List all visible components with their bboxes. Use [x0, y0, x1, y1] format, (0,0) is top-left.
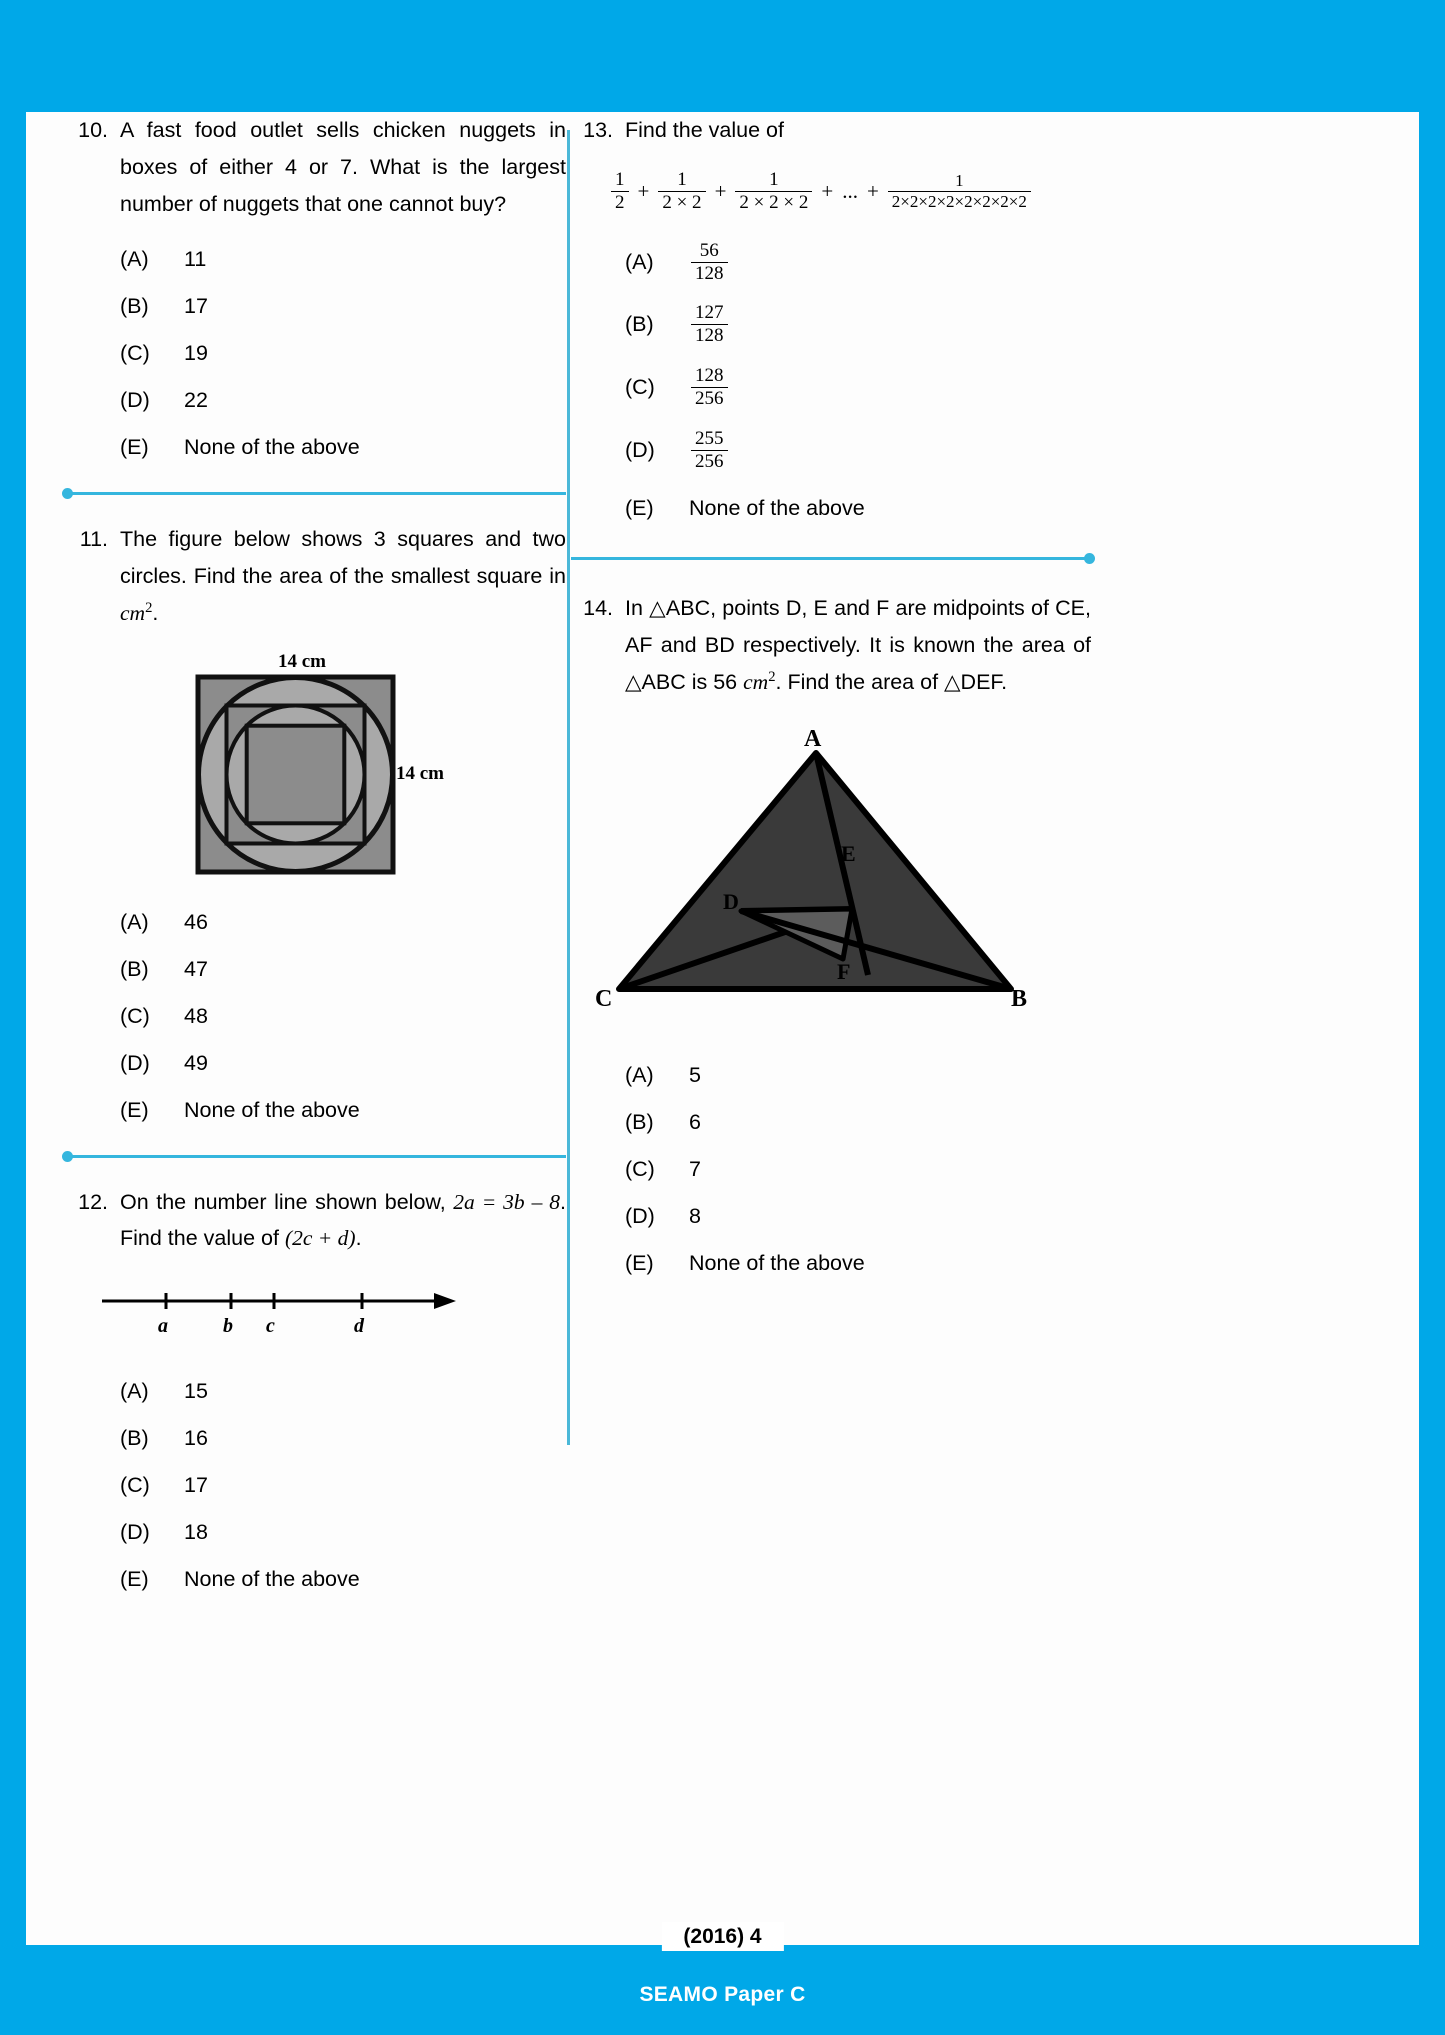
question-12-equation: 2a = 3b – 8: [453, 1189, 561, 1214]
option-letter: (E): [120, 1097, 149, 1122]
option-value: None of the above: [184, 1097, 360, 1122]
option-value: 19: [184, 340, 208, 365]
question-11-figure: [66, 646, 566, 886]
option-value: 17: [184, 293, 208, 318]
question-10: [66, 112, 566, 466]
plus-sign: +: [821, 179, 834, 204]
option-value: None of the above: [689, 496, 865, 521]
top-accent-band: [0, 0, 1445, 112]
option-row[interactable]: [120, 998, 566, 1035]
triangle-def-diagram: [591, 731, 1051, 1021]
option-value: 16: [184, 1426, 208, 1451]
option-row[interactable]: [625, 1245, 1091, 1282]
option-letter: (A): [120, 1379, 149, 1404]
option-letter: (D): [120, 1520, 150, 1545]
fraction-numerator: 127: [695, 302, 724, 324]
right-accent-edge: [1419, 112, 1445, 1945]
question-12-text-part3: .: [355, 1226, 362, 1251]
option-row[interactable]: [120, 382, 566, 419]
question-10-options: [120, 241, 566, 466]
option-letter: (B): [120, 293, 149, 318]
option-letter: (A): [625, 249, 654, 274]
expression-term-3: [735, 169, 812, 214]
option-row[interactable]: [625, 490, 1091, 527]
option-letter: (E): [120, 1567, 149, 1592]
option-letter: (C): [120, 1473, 150, 1498]
question-14-options: [625, 1057, 1091, 1282]
triangle-vertex-B: B: [1011, 986, 1028, 1013]
option-letter: (C): [120, 1003, 150, 1028]
fraction-denominator: 128: [691, 262, 728, 285]
fraction-numerator: 1: [677, 168, 687, 190]
question-12-text-part2: . Find the value of: [120, 1189, 567, 1251]
question-11-text-part2: .: [152, 600, 159, 625]
option-fraction: [691, 428, 728, 473]
option-row[interactable]: [120, 904, 566, 941]
question-14-number: 14.: [583, 596, 613, 621]
fraction-denominator: 256: [691, 387, 728, 410]
option-letter: (E): [625, 496, 654, 521]
option-letter: (B): [625, 312, 654, 337]
question-14-text-part2: . Find the area of △DEF.: [775, 670, 1008, 695]
number-line-tick-c: c: [266, 1315, 275, 1338]
fraction-numerator: 1: [769, 168, 779, 190]
option-letter: (E): [625, 1251, 654, 1276]
option-row[interactable]: [120, 335, 566, 372]
option-letter: (E): [120, 434, 149, 459]
question-11-text: [120, 521, 566, 632]
triangle-vertex-A: A: [804, 726, 822, 753]
option-value: 47: [184, 956, 208, 981]
separator-dot: [62, 488, 73, 499]
option-fraction: [691, 240, 728, 285]
question-14: [571, 590, 1091, 1282]
option-value: None of the above: [184, 1567, 360, 1592]
option-row[interactable]: [120, 429, 566, 466]
option-fraction: [691, 365, 728, 410]
option-letter: (A): [120, 246, 149, 271]
option-row[interactable]: [120, 1092, 566, 1129]
question-10-number: 10.: [78, 118, 108, 142]
fraction-denominator: 2 × 2 × 2: [735, 191, 812, 214]
option-value: 11: [184, 246, 207, 271]
option-letter: (B): [120, 956, 149, 981]
option-value: 7: [689, 1157, 701, 1182]
question-13-options: [625, 240, 1091, 528]
triangle-point-E: E: [841, 841, 856, 867]
option-row[interactable]: [625, 428, 1091, 473]
option-row[interactable]: [625, 240, 1091, 285]
question-12-options: [120, 1373, 566, 1598]
fraction-numerator: 128: [695, 365, 724, 387]
option-value: None of the above: [184, 434, 360, 459]
plus-sign: +: [714, 179, 727, 204]
left-column: [66, 112, 566, 1608]
column-divider: [567, 130, 570, 1445]
question-12-figure: [66, 1283, 566, 1355]
number-line-tick-b: b: [223, 1315, 233, 1338]
expression-last-term: [888, 171, 1031, 211]
option-row[interactable]: [625, 1151, 1091, 1188]
option-row[interactable]: [120, 288, 566, 325]
option-value: None of the above: [689, 1251, 865, 1276]
option-value: 18: [184, 1520, 208, 1545]
number-line-diagram: [94, 1283, 464, 1343]
question-10-text: A fast food outlet sells chicken nuggets in boxes of either 4 or 7. What is the largest number of nuggets that one cannot buy?: [120, 118, 566, 216]
fraction-numerator: 56: [699, 239, 719, 261]
fraction-numerator: 1: [955, 171, 964, 191]
option-value: 8: [689, 1204, 701, 1229]
expression-term-1: [611, 169, 629, 214]
separator-after-q11: [66, 1155, 566, 1158]
page-sheet: [26, 112, 1419, 1945]
option-row[interactable]: [625, 1104, 1091, 1141]
plus-sign: +: [866, 179, 879, 204]
option-value: 49: [184, 1050, 208, 1075]
question-14-unit: cm: [743, 670, 769, 695]
option-row[interactable]: [120, 1045, 566, 1082]
question-13-text: Find the value of: [625, 118, 784, 142]
option-letter: (D): [120, 1050, 150, 1075]
question-12-text: [120, 1184, 566, 1258]
option-value: 46: [184, 909, 208, 934]
triangle-point-D: D: [723, 889, 739, 915]
squares-circles-diagram: [188, 672, 518, 902]
question-12: [66, 1184, 566, 1599]
option-letter: (B): [120, 1426, 149, 1451]
option-row[interactable]: [120, 1373, 566, 1410]
option-row[interactable]: [120, 1420, 566, 1457]
left-accent-edge: [0, 112, 26, 1945]
option-letter: (A): [625, 1063, 654, 1088]
question-11-text-part1: The figure below shows 3 squares and two circles. Find the area of the smallest square in: [120, 526, 566, 588]
number-line-tick-a: a: [158, 1315, 168, 1338]
option-fraction: [691, 302, 728, 347]
expression-ellipsis: ...: [842, 179, 858, 204]
fraction-numerator: 1: [615, 168, 625, 190]
footer-paper-title: SEAMO Paper C: [639, 1983, 806, 2006]
option-row[interactable]: [120, 1561, 566, 1598]
triangle-point-F: F: [837, 959, 851, 985]
separator-after-q10: [66, 492, 566, 495]
option-row[interactable]: [625, 1057, 1091, 1094]
option-row[interactable]: [625, 302, 1091, 347]
option-letter: (D): [625, 1204, 655, 1229]
option-letter: (C): [625, 1157, 655, 1182]
option-value: 22: [184, 387, 208, 412]
option-value: 15: [184, 1379, 208, 1404]
figure-right-label: 14 cm: [396, 762, 445, 784]
fraction-denominator: 2×2×2×2×2×2×2×2: [888, 191, 1031, 212]
question-11-unit: cm: [120, 600, 146, 625]
right-column: [571, 112, 1091, 1292]
question-12-number: 12.: [78, 1189, 108, 1214]
figure-top-label: 14 cm: [278, 650, 327, 672]
option-letter: (A): [120, 909, 149, 934]
question-13-expression: [609, 169, 1091, 214]
question-14-text: [625, 590, 1091, 701]
footer-page-number: (2016) 4: [661, 1922, 783, 1951]
question-14-figure: [571, 726, 1091, 1031]
option-value: 17: [184, 1473, 208, 1498]
fraction-denominator: 128: [691, 324, 728, 347]
question-12-equation2: (2c + d): [284, 1226, 356, 1251]
option-row[interactable]: [120, 1514, 566, 1551]
option-row[interactable]: [120, 1467, 566, 1504]
option-value: 48: [184, 1003, 208, 1028]
option-row[interactable]: [625, 365, 1091, 410]
option-letter: (D): [625, 437, 655, 462]
plus-sign: +: [637, 179, 650, 204]
separator-dot: [62, 1151, 73, 1162]
option-letter: (D): [120, 387, 150, 412]
expression-term-2: [658, 169, 705, 214]
separator-after-q13: [571, 557, 1091, 560]
question-11-exponent: 2: [145, 599, 153, 616]
question-11: [66, 521, 566, 1129]
question-12-text-part1: On the number line shown below,: [120, 1189, 454, 1214]
option-row[interactable]: [625, 1198, 1091, 1235]
option-letter: (B): [625, 1110, 654, 1135]
question-14-text-part1: In △ABC, points D, E and F are midpoints of CE, AF and BD respectively. It is known the area of △ABC is 56: [625, 596, 1091, 695]
option-row[interactable]: [120, 951, 566, 988]
option-letter: (C): [120, 340, 150, 365]
triangle-vertex-C: C: [595, 986, 613, 1013]
fraction-denominator: 256: [691, 450, 728, 473]
question-13-number: 13.: [583, 118, 613, 142]
question-11-options: [120, 904, 566, 1129]
number-line-tick-d: d: [354, 1315, 364, 1338]
option-value: 6: [689, 1110, 701, 1135]
option-letter: (C): [625, 374, 655, 399]
question-14-exponent: 2: [768, 669, 776, 686]
fraction-denominator: 2 × 2: [658, 191, 705, 214]
fraction-denominator: 2: [611, 191, 629, 214]
fraction-numerator: 255: [695, 427, 724, 449]
question-11-number: 11.: [79, 526, 108, 551]
question-13: [571, 112, 1091, 527]
option-row[interactable]: [120, 241, 566, 278]
option-value: 5: [689, 1063, 701, 1088]
separator-dot: [1084, 553, 1095, 564]
